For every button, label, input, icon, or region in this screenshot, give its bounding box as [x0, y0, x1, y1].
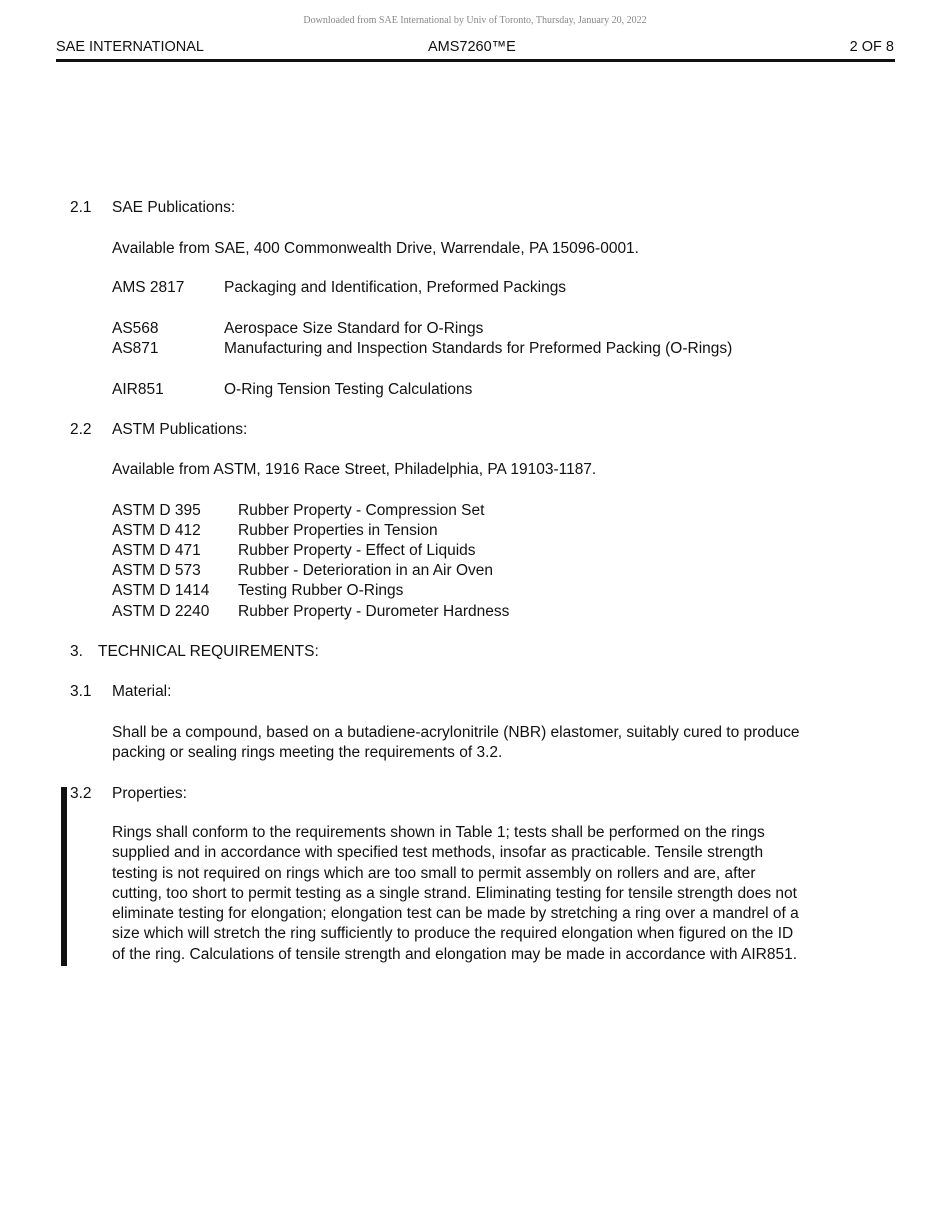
download-watermark: Downloaded from SAE International by Univ of Toronto, Thursday, January 20, 2022	[303, 15, 647, 26]
paragraph-line: eliminate testing for elongation; elongation test can be made by stretching a ring over a mandrel of a	[112, 905, 799, 923]
section-2-1-title: SAE Publications:	[112, 199, 236, 216]
reference-title: Manufacturing and Inspection Standards for Preformed Packing (O-Rings)	[224, 340, 733, 357]
reference-code: ASTM D 395	[112, 502, 201, 519]
reference-code: ASTM D 2240	[112, 603, 210, 620]
reference-code: ASTM D 1414	[112, 582, 210, 599]
header-rule	[56, 59, 895, 62]
paragraph-line: supplied and in accordance with specified test methods, insofar as practicable. Tensile strength	[112, 844, 764, 862]
reference-code: ASTM D 412	[112, 522, 201, 539]
paragraph-line: Rings shall conform to the requirements shown in Table 1; tests shall be performed on the rings	[112, 824, 765, 841]
paragraph-line: cutting, too short to permit testing as a single strand. Eliminating testing for tensile strength does not	[112, 884, 797, 902]
reference-title: Rubber Property - Durometer Hardness	[238, 603, 510, 620]
reference-code: AS871	[112, 340, 159, 357]
section-3-1-number: 3.1	[70, 683, 92, 700]
reference-title: Rubber - Deterioration in an Air Oven	[238, 562, 494, 579]
document-number: AMS7260™E	[428, 39, 516, 55]
reference-code: AS568	[112, 320, 159, 337]
reference-title: Rubber Properties in Tension	[238, 522, 438, 539]
reference-title: Packaging and Identification, Preformed Packings	[224, 279, 567, 296]
reference-title: Rubber Property - Compression Set	[238, 502, 485, 519]
paragraph-line: testing is not required on rings which are too small to permit assembly on rollers and are, after	[112, 864, 756, 882]
section-3-2-text	[112, 823, 882, 965]
paragraph-line: Shall be a compound, based on a butadiene-acrylonitrile (NBR) elastomer, suitably cured to produce	[112, 724, 800, 741]
section-2-2-title: ASTM Publications:	[112, 421, 248, 438]
page-header	[56, 39, 894, 59]
paragraph-line: of the ring. Calculations of tensile strength and elongation may be made in accordance with AIR851.	[112, 945, 797, 963]
section-3-1-text	[112, 723, 882, 764]
reference-title: Aerospace Size Standard for O-Rings	[224, 320, 484, 337]
section-2-1-number: 2.1	[70, 199, 92, 216]
page-number: 2 OF 8	[849, 39, 894, 55]
section-3-1-title: Material:	[112, 683, 172, 700]
section-2-2-availability: Available from ASTM, 1916 Race Street, Philadelphia, PA 19103-1187.	[112, 461, 597, 478]
section-3-number: 3.	[70, 643, 83, 660]
section-3-title: TECHNICAL REQUIREMENTS:	[98, 643, 319, 660]
revision-change-bar	[61, 787, 67, 966]
reference-code: ASTM D 573	[112, 562, 201, 579]
paragraph-line: packing or sealing rings meeting the requirements of 3.2.	[112, 744, 503, 762]
paragraph-line: size which will stretch the ring sufficiently to produce the required elongation when figured on the ID	[112, 925, 794, 943]
section-3-2-number: 3.2	[70, 785, 92, 802]
publisher-name: SAE INTERNATIONAL	[56, 39, 204, 55]
section-3-2-title: Properties:	[112, 785, 187, 802]
reference-title: Testing Rubber O-Rings	[238, 582, 404, 599]
section-2-1-availability: Available from SAE, 400 Commonwealth Drive, Warrendale, PA 15096-0001.	[112, 240, 639, 257]
section-2-2-number: 2.2	[70, 421, 92, 438]
reference-code: AMS 2817	[112, 279, 185, 296]
reference-code: ASTM D 471	[112, 542, 201, 559]
reference-title: Rubber Property - Effect of Liquids	[238, 542, 476, 559]
reference-title: O-Ring Tension Testing Calculations	[224, 381, 473, 398]
reference-code: AIR851	[112, 381, 164, 398]
